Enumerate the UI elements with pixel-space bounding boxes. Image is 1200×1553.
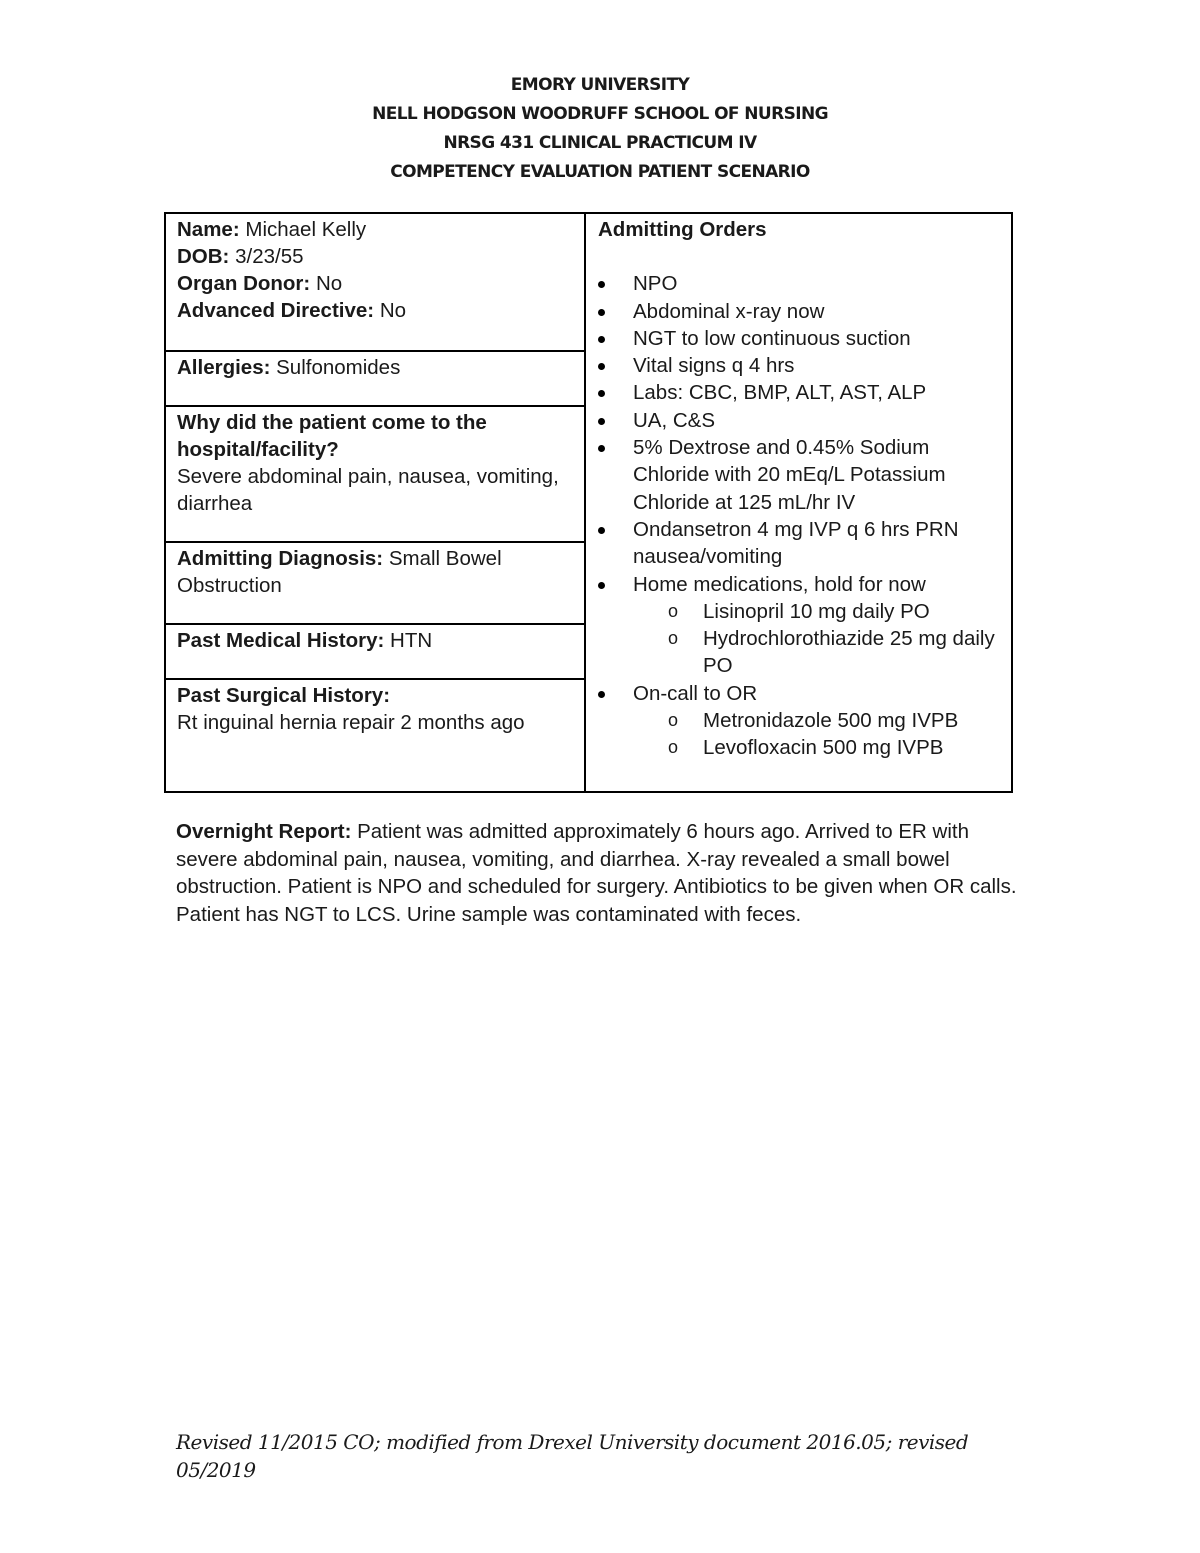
patient-name: Michael Kelly: [245, 218, 367, 241]
dob-value: 3/23/55: [235, 245, 304, 268]
diagnosis-cell: [166, 543, 584, 625]
document-title: COMPETENCY EVALUATION PATIENT SCENARIO: [390, 162, 810, 182]
reason-cell: [166, 407, 584, 543]
pmh-value: HTN: [390, 629, 433, 652]
medical-history-cell: [166, 625, 584, 680]
bullet-icon: [598, 390, 605, 397]
diagnosis-label: Admitting Diagnosis:: [177, 547, 384, 570]
bullet-icon: [598, 582, 605, 589]
order-item: Labs: CBC, BMP, ALT, AST, ALP: [598, 379, 1001, 406]
revision-footer: Revised 11/2015 CO; modified from Drexel University document 2016.05; revised 05/2019: [176, 1430, 969, 1482]
dob-label: DOB:: [177, 245, 230, 268]
bullet-icon: [598, 691, 605, 698]
orders-list: [598, 270, 1001, 761]
donor-value: No: [315, 272, 343, 295]
bullet-icon: [598, 445, 605, 452]
demographics-cell: [166, 214, 584, 352]
order-item: Ondansetron 4 mg IVP q 6 hrs PRN nausea/vomiting: [598, 516, 1001, 571]
order-item: UA, C&S: [598, 407, 1001, 434]
pmh-label: Past Medical History:: [177, 629, 385, 652]
scenario-table: [164, 212, 1013, 793]
sub-order-item: o Lisinopril 10 mg daily PO: [668, 598, 1001, 625]
order-item: Abdominal x-ray now: [598, 298, 1001, 325]
bullet-icon: [598, 418, 605, 425]
bullet-icon: [598, 281, 605, 288]
reason-value: Severe abdominal pain, nausea, vomiting, diarrhea: [177, 465, 559, 515]
university-name: EMORY UNIVERSITY: [510, 75, 690, 95]
psh-value: Rt inguinal hernia repair 2 months ago: [177, 711, 525, 734]
circle-bullet-icon: o: [668, 737, 679, 758]
bullet-icon: [598, 336, 605, 343]
sub-order-item: o Levofloxacin 500 mg IVPB: [668, 734, 1001, 761]
sub-order-item: o Metronidazole 500 mg IVPB: [668, 707, 1001, 734]
directive-row: [177, 297, 574, 324]
diagnosis-value: Small Bowel Obstruction: [177, 547, 502, 597]
surgical-history-cell: [166, 680, 584, 791]
circle-bullet-icon: o: [668, 628, 679, 649]
sub-order-item: o Hydrochlorothiazide 25 mg daily PO: [668, 627, 995, 678]
reason-label: Why did the patient come to the hospital/facility?: [177, 411, 487, 461]
order-item: Vital signs q 4 hrs: [598, 352, 1001, 379]
order-item: NGT to low continuous suction: [598, 325, 1001, 352]
order-item: 5% Dextrose and 0.45% Sodium Chloride with 20 mEq/L Potassium Chloride at 125 mL/hr IV: [598, 434, 1001, 516]
overnight-text: Patient was admitted approximately 6 hours ago. Arrived to ER with severe abdominal pain, nausea, vomiting, and diarrhea. X-ray revealed a small bowel obstruction. Patient is NPO and scheduled for surgery. Antibiotics to be given when OR calls. Patient has NGT to LCS. Urine sample was contaminated with feces.: [176, 820, 1017, 926]
name-row: [177, 216, 574, 243]
on-call-list: [633, 707, 1001, 762]
directive-value: No: [379, 299, 407, 322]
allergies-label: Allergies:: [177, 356, 271, 379]
overnight-report: [176, 818, 1036, 928]
school-name: NELL HODGSON WOODRUFF SCHOOL OF NURSING: [372, 104, 828, 124]
orders-title: Admitting Orders: [598, 218, 767, 241]
dob-row: [177, 243, 574, 270]
psh-label: Past Surgical History:: [177, 684, 391, 707]
bullet-icon: [598, 309, 605, 316]
bullet-icon: [598, 527, 605, 534]
allergies-cell: [166, 352, 584, 407]
circle-bullet-icon: o: [668, 710, 679, 731]
donor-label: Organ Donor:: [177, 272, 311, 295]
course-title: NRSG 431 CLINICAL PRACTICUM IV: [443, 133, 757, 153]
directive-label: Advanced Directive:: [177, 299, 375, 322]
circle-bullet-icon: o: [668, 600, 679, 621]
name-label: Name:: [177, 218, 240, 241]
document-header: [0, 71, 1200, 187]
overnight-label: Overnight Report:: [176, 820, 352, 843]
bullet-icon: [598, 363, 605, 370]
order-item: NPO: [598, 270, 1001, 297]
home-medications-list: [633, 598, 1001, 680]
allergies-value: Sulfonomides: [276, 356, 401, 379]
patient-info-column: [166, 214, 586, 791]
admitting-orders-column: [586, 214, 1011, 791]
order-item: On-call to OR o Metronidazole 500 mg IVPB o Levofloxacin 500 mg IVPB: [598, 680, 1001, 762]
donor-row: [177, 270, 574, 297]
order-item: Home medications, hold for now o Lisinopril 10 mg daily PO o Hydrochlorothiazide 25 mg daily PO: [598, 571, 1001, 680]
